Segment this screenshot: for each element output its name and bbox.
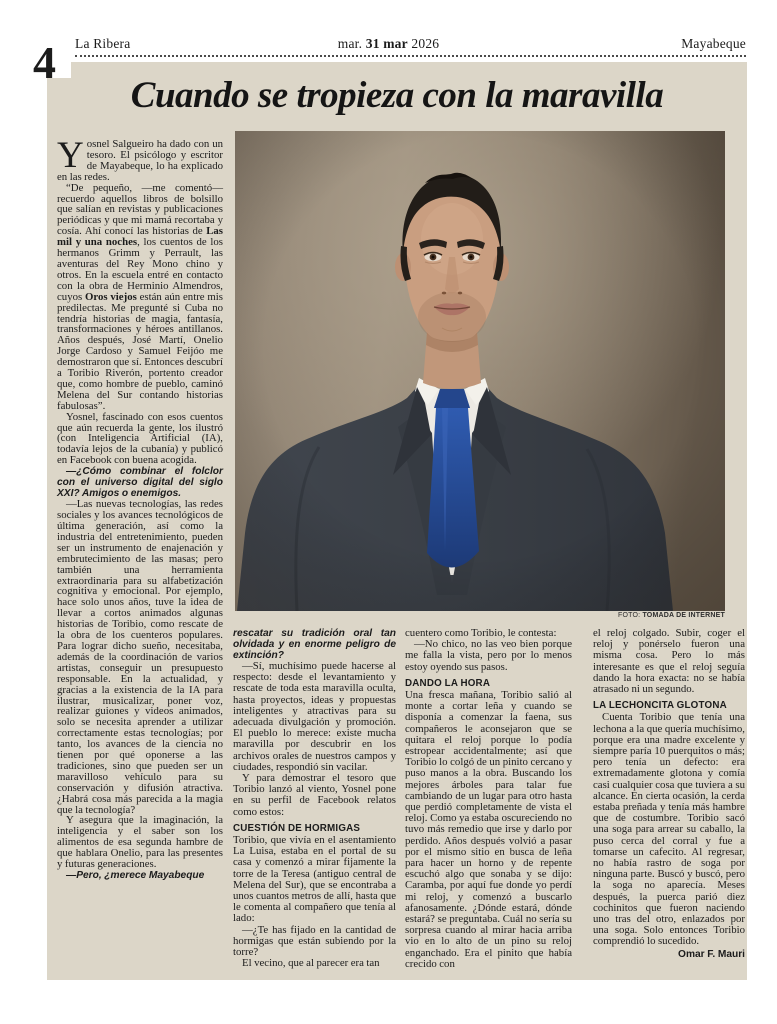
paragraph: —No chico, no las veo bien porque me falla la vista, pero por lo menos estoy oyendo sus pasos.: [405, 638, 572, 673]
paragraph: [57, 183, 223, 412]
date-prefix: mar.: [337, 36, 366, 51]
paragraph: Cuenta Toribio que tenía una lechona a la que quería muchísimo, porque era una madre excelente y siempre paría 10 puerquitos o más; pero tenía un defecto: era extremadamente glotona y comía casi cualquier cosa que tuviera a su alcance. En cierta ocasión, la cerda estaba preñada y tenía más hambre que de costumbre. Toribio sacó una soga para arrear su caballo, la puso cerca del corral y fue a tomarse un cafecito. Al regresar, no había rastro de soga por ninguna parte. Buscó y buscó, pero la soga no aparecía. Meses después, la puerca parió diez cochinitos que fueron naciendo uno tras del otro, enlazados por una soga. Solo entonces Toribio comprendió lo sucedido.: [593, 711, 745, 948]
paragraph: —Sí, muchísimo puede hacerse al respecto: desde el levantamiento y rescate de toda esta maravilla oculta, hasta proyectos, ideas y propuestas inteligentes y atractivas para su adecuada divulgación y promoción. El pueblo lo merece: existe mucha maravilla por descubrir en los archivos orales de nuestros campos y ciudades, respondió sin vacilar.: [233, 660, 396, 773]
interview-question: —Pero, ¿merece Mayabeque: [66, 870, 205, 881]
page-number: 4: [33, 37, 56, 88]
text-run: , los cuentos de los hermanos Grimm y Perrault, las aventuras del Rey Mono chino y otros. En la escuela entré en contacto con la obra de Herminio Almendros, cuyos: [57, 236, 223, 303]
paragraph: Yosnel, fascinado con esos cuentos que aún recuerda la gente, los ilustró (con Inteligencia Artificial (IA), todavía lejos de la cubanía) y publicó en Facebook con buena acogida.: [57, 410, 223, 467]
paragraph: —¿Te has fijado en la cantidad de hormigas que están subiendo por la torre?: [233, 923, 396, 959]
edition-date: [0, 36, 777, 52]
header-dotted-rule: [75, 55, 746, 57]
subhead-cuestion-de-hormigas: CUESTIÓN DE HORMIGAS: [233, 822, 361, 834]
paragraph: Toribio, que vivía en el asentamiento La Luisa, estaba en el portal de su casa y comenzó a mirar fijamente la torre de la Teresa (antiguo central de Melena del Sur), que se encontraba a unos cuantos metros de allí, hasta que le comenta al compañero que tenía al lado:: [233, 834, 396, 925]
paragraph: el reloj colgado. Subir, coger el reloj y ponérselo fueron una misma cosa. Pero lo más interesante es que el reloj seguía dando la hora exacta: no se había atrasado ni un segundo.: [593, 627, 745, 696]
paragraph: [57, 135, 223, 183]
subhead-la-lechoncita-glotona: LA LECHONCITA GLOTONA: [593, 700, 727, 712]
article-column-4: [593, 628, 745, 968]
photo-credit-label: FOTO:: [618, 612, 643, 619]
interview-question-continued: rescatar su tradición oral tan olvidada y en enorme peligro de extinción?: [233, 628, 396, 661]
paragraph: Y para demostrar el tesoro que Toribio lanzó al viento, Yosnel pone en su perfil de Facebook relatos como estos:: [233, 772, 396, 818]
text-run: están aún entre mis predilectas. Me pregunté si Cuba no tendría historias de magia, fantasía, transformaciones y héroes antillanos. Años después, José Martí, Onelio Jorge Cardoso y Samuel Feijóo me demostraron que sí. Entonces descubrí a Toribio Riverón, portento creador que, como hombre de pueblo, caminó Melena del Sur contando historias fabulosas”.: [57, 290, 223, 412]
paragraph: Y asegura que la imaginación, la inteligencia y el saber son los alimentos de esa segunda hambre de que hablara Onelio, para las presentes y futuras generaciones.: [57, 814, 223, 871]
drop-cap: Y: [57, 135, 84, 176]
book-title: Oros viejos: [85, 290, 137, 303]
author-byline: Omar F. Mauri: [678, 948, 745, 960]
region-name: Mayabeque: [681, 36, 746, 51]
portrait-photo: [235, 131, 725, 611]
portrait-illustration: [235, 131, 725, 611]
paragraph: —Las nuevas tecnologías, las redes sociales y los avances tecnológicos de última generación, así como la industria del entretenimiento, pueden ser un instrumento de enajenación y embrutecimiento de las masas; pero también una herramienta extraordinaria para su alfabetización cognitiva y emocional. Por ejemplo, hace solo unos años, tuve la idea de llevar a cortos animados algunas historias de Toribio, como rescate de la obra de los cuenteros populares. Para lograr dicho sueño, necesitaba, además de la coordinación de varios artistas, conseguir un presupuesto responsable. En la actualidad, y gracias a la existencia de la IA para ilustrar, musicalizar, poner voz, realizar guiones y videos animados, solo se necesita aprender a utilizar correctamente estas tecnologías; por tanto, los avances de la ciencia no tienen por qué oponerse a las tradiciones, sino que pueden ser un maravilloso vehículo para su conservación y difusión atractiva. ¿Habrá cosa más parecida a la magia que la tecnología?: [57, 498, 223, 816]
article-column-2: [233, 628, 396, 968]
paragraph: El vecino, que al parecer era tan: [242, 957, 380, 970]
text-run: “De pequeño, —me comentó—recuerdo aquellos libros de bolsillo que salían en revistas y publicaciones periódicas y que mi mamá recortaba y cosía. Ahí conocí las historias de: [57, 181, 223, 238]
text-run: osnel Salgueiro ha dado con un tesoro. El psicólogo y escritor de Mayabeque, lo ha explicado en las redes.: [57, 138, 223, 183]
date-year: 2026: [407, 36, 440, 51]
paragraph: cuentero como Toribio, le contesta:: [405, 627, 557, 639]
article-column-3: [405, 628, 572, 968]
photo-credit-source: TOMADA DE INTERNET: [642, 612, 725, 619]
article-column-1: [57, 135, 223, 967]
paragraph: Una fresca mañana, Toribio salió al monte a cortar leña y cuando se disponía a comenzar la faena, sus compañeros le aconsejaron que se quitara el reloj porque lo podía estropear accidentalmente; así que Toribio lo colgó de un pinito cercano y puso manos a la obra. Buscando los mejores árboles para talar fue cambiando de un lugar para otro hasta que perdió completamente de vista el reloj. Como ya estaba oscureciendo no tuvo más remedio que irse y darlo por perdido. Años después volvió a pasar por el mismo sitio en busca de leña para hacer un horno y de repente escuchó algo que sonaba y se dijo: Caramba, por aquí fue donde yo perdí mi reloj, y comenzó a buscarlo afanosamente. ¿Dónde estará, dónde estará? se preguntaba. Cuál no sería su sorpresa cuando al mirar hacia arriba vio en lo alto de un pino su reloj enganchado. Era el pinito que había crecido con: [405, 689, 572, 970]
headline: Cuando se tropieza con la maravilla: [130, 75, 664, 116]
date-day-month: 31 mar: [365, 36, 408, 51]
publication-name: La Ribera: [75, 36, 131, 51]
subhead-dando-la-hora: DANDO LA HORA: [405, 677, 491, 689]
photo-credit: [235, 612, 725, 619]
book-title: Las mil y una noches: [57, 225, 223, 249]
interview-question: —¿Cómo combinar el folclor con el universo digital del siglo XXI? Amigos o enemigos.: [57, 466, 223, 500]
